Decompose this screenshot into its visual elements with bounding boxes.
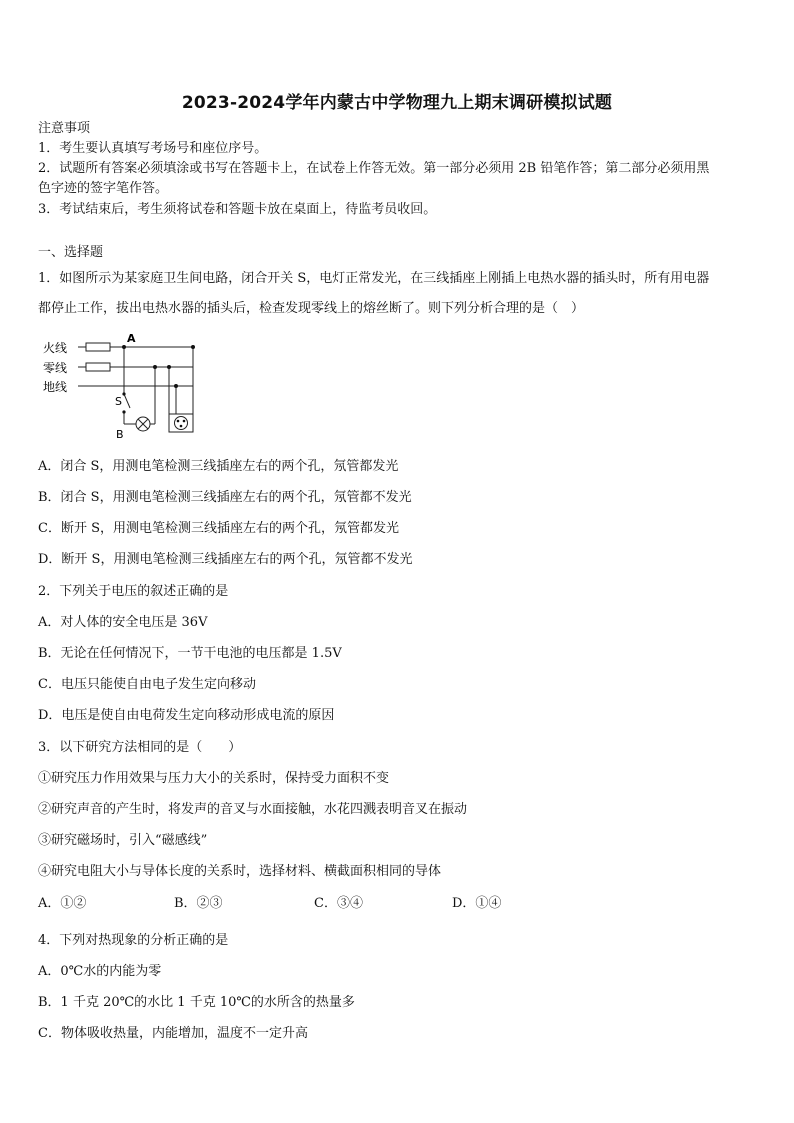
switch-s [124,394,130,408]
socket-hole [177,420,180,423]
junction-dot [122,345,126,349]
option-d: D．①④ [452,896,502,911]
switch-s-label: S [115,395,122,408]
socket-hole [180,425,183,428]
option-b: B．1 千克 20℃的水比 1 千克 10℃的水所含的热量多 [38,995,355,1010]
question-2-stem: 2．下列关于电压的叙述正确的是 [38,584,229,599]
socket-hole [183,420,186,423]
neutral-fuse [86,363,110,371]
junction-dot [153,365,157,369]
option-c: C．电压只能使自由电子发生定向移动 [38,677,256,692]
option-c: C．物体吸收热量，内能增加，温度不一定升高 [38,1026,308,1041]
switch-contact [122,410,125,413]
option-a: A．闭合 S，用测电笔检测三线插座左右的两个孔，氖管都发光 [38,459,399,474]
neutral-wire-label: 零线 [43,361,68,375]
question-4-stem: 4．下列对热现象的分析正确的是 [38,933,229,948]
notice-item: 2．试题所有答案必须填涂或书写在答题卡上，在试卷上作答无效。第一部分必须用 2B 铅笔作答；第二部分必须用黑 [38,161,710,176]
junction-dot [167,365,171,369]
statement-item: ③研究磁场时，引入“磁感线” [38,833,208,848]
page-title: 2023-2024学年内蒙古中学物理九上期末调研模拟试题 [181,93,613,113]
option-a: A．0℃水的内能为零 [38,964,162,979]
ground-wire-label: 地线 [43,380,68,394]
point-a-label: A [127,332,136,345]
option-a: A．①② [38,896,87,911]
statement-item: ④研究电阻大小与导体长度的关系时，选择材料、横截面积相同的导体 [38,864,442,879]
notice-heading: 注意事项 [38,121,91,136]
switch-contact [122,392,125,395]
option-c: C．断开 S，用测电笔检测三线插座左右的两个孔，氖管都发光 [38,521,399,536]
option-d: D．电压是使自由电荷发生定向移动形成电流的原因 [38,708,335,723]
notice-item: 1．考生要认真填写考场号和座位序号。 [38,141,268,156]
live-fuse [86,343,110,351]
option-c: C．③④ [314,896,363,911]
question-3-stem: 3．以下研究方法相同的是（ ） [38,740,242,755]
junction-dot [174,384,178,388]
question-1-stem-cont: 都停止工作，拔出电热水器的插头后，检查发现零线上的熔丝断了。则下列分析合理的是（ ） [38,301,585,316]
option-b: B．无论在任何情况下，一节干电池的电压都是 1.5V [38,646,342,661]
question-1-stem: 1．如图所示为某家庭卫生间电路，闭合开关 S，电灯正常发光，在三线插座上刚插上电热水器的插头时，所有用电器 [38,271,710,286]
circuit-diagram [38,330,218,442]
statement-item: ②研究声音的产生时，将发声的音叉与水面接触，水花四溅表明音叉在振动 [38,802,468,817]
statement-item: ①研究压力作用效果与压力大小的关系时，保持受力面积不变 [38,771,390,786]
option-b: B．②③ [174,896,223,911]
socket-icon [175,417,188,430]
notice-item: 色字迹的签字笔作答。 [38,181,169,196]
live-wire-label: 火线 [43,341,68,355]
option-d: D．断开 S，用测电笔检测三线插座左右的两个孔，氖管都不发光 [38,552,413,567]
option-b: B．闭合 S，用测电笔检测三线插座左右的两个孔，氖管都不发光 [38,490,412,505]
section-heading: 一、选择题 [38,245,104,260]
notice-item: 3．考试结束后，考生须将试卷和答题卡放在桌面上，待监考员收回。 [38,202,437,217]
junction-dot [191,345,195,349]
option-a: A．对人体的安全电压是 36V [38,615,208,630]
point-b-label: B [116,428,124,441]
